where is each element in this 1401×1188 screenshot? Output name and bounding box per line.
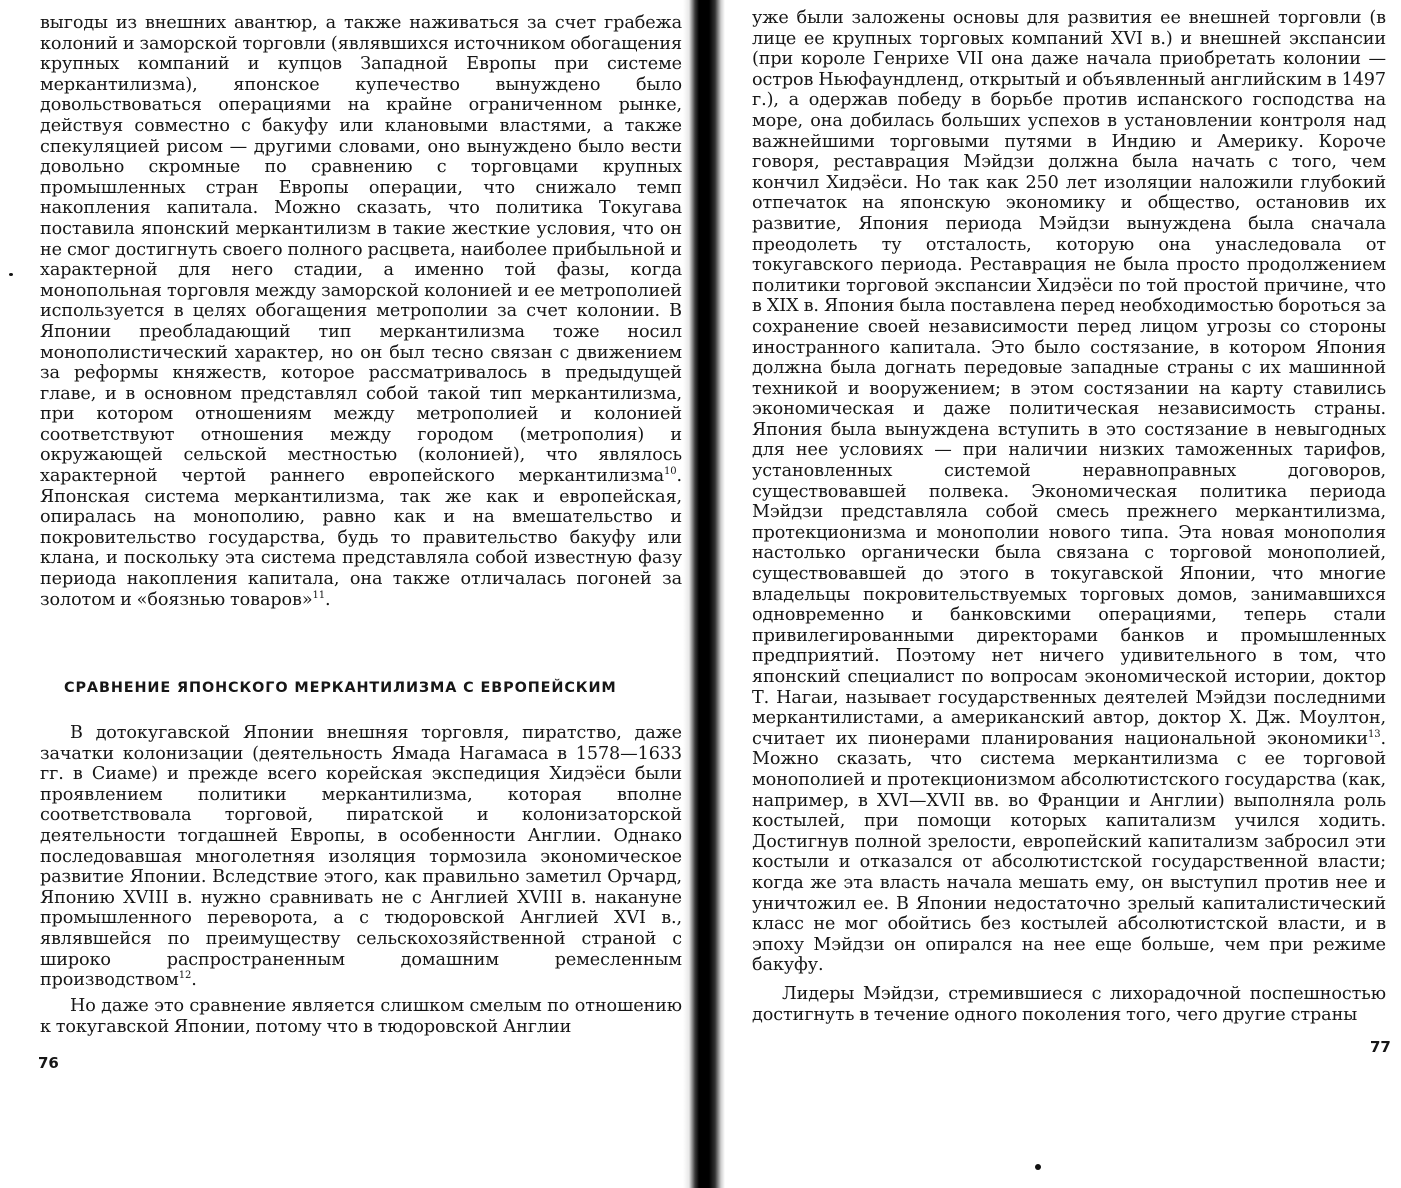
footnote-ref-13: 13	[1367, 728, 1381, 740]
page-number-left: 76	[38, 1054, 59, 1072]
left-paragraph-3: Но даже это сравнение является слишком смелым по отношению к токугавской Японии, потому что в тюдоровской Англии	[40, 996, 682, 1037]
left-paragraph-2	[40, 723, 682, 991]
right-paragraph-1-text: уже были заложены основы для развития ее внешней торговли (в лице ее крупных торговых компаний XVI в.) и внешней экспансии (при короле Генрихе VII она даже начала приобретать колонии — остров Ньюфаундленд, открытый и объявленный английским в 1497 г.), а одержав победу в борьбе против испанского господства на море, она добилась больших успехов в установлении контроля над важнейшими торговыми путями в Индию и Америку. Короче говоря, реставрация Мэйдзи должна была начать с того, чем кончил Хидэёси. Но так как 250 лет изоляции наложили глубокий отпечаток на японскую экономику и общество, остановив их развитие, Япония периода Мэйдзи вынуждена была сначала преодолеть ту отсталость, которую она унаследовала от токугавского периода. Реставрация не была просто продолжением политики торговой экспансии Хидэёси по той простой причине, что в XIX в. Япония была поставлена перед необходимостью бороться за сохранение своей независимости перед лицом угрозы со стороны иностранного капитала. Это было состязание, в котором Япония должна была догнать передовые западные страны с их машинной техникой и вооружением; в этом состязании на карту ставились экономическая и даже политическая независимость страны. Япония была вынуждена вступить в это состязание в невыгодных для нее условиях — при наличии низких таможенных тарифов, установленных системой неравноправных договоров, существовавшей полвека. Экономическая политика периода Мэйдзи представляла собой смесь прежнего меркантилизма, протекционизма и монополии нового типа. Эта новая монополия настолько органически была связана с торговой монополией, существовавшей до этого в токугавской Японии, что многие владельцы покровительствуемых торговых домов, занимавшихся одновременно и банковскими операциями, теперь стали привилегированными директорами банков и промышленных предприятий. Поэтому нет ничего удивительного в том, что японский специалист по вопросам экономической истории, доктор Т. Нагаи, называет государственных деятелей Мэйдзи последними меркантилистами, а американский автор, доктор Х. Дж. Моултон, считает их пионерами планирования национальной экономики	[752, 8, 1386, 749]
left-paragraph-2-text: В дотокугавской Японии внешняя торговля, пиратство, даже зачатки колонизации (деятельность Ямада Нагамаса в 1578—1633 гг. в Сиаме) и прежде всего корейская экспедиция Хидэёси были проявлением политики меркантилизма, которая вполне соответствовала торговой, пиратской и колонизаторской деятельности тогдашней Европы, в особенности Англии. Однако последовавшая многолетняя изоляция тормозила экономическое развитие Японии. Вследствие этого, как правильно заметил Орчард, Японию XVIII в. нужно сравнивать не с Англией XVIII в. накануне промышленного переворота, а с тюдоровской Англией XVI в., являвшейся по преимуществу сельскохозяйственной страной с широко распространенным домашним ремесленным производством	[40, 723, 682, 991]
section-heading: СРАВНЕНИЕ ЯПОНСКОГО МЕРКАНТИЛИЗМА С ЕВРОПЕЙСКИМ	[64, 680, 617, 696]
left-page	[0, 0, 700, 1188]
footnote-ref-10: 10	[663, 466, 677, 478]
left-paragraph-1-text: выгоды из внешних авантюр, а также наживаться за счет грабежа колоний и заморской торговли (являвшихся источником обогащения крупных компаний и купцов Западной Европы при системе меркантилизма), японское купечество вынуждено было довольствоваться операциями на крайне ограниченном рынке, действуя совместно с бакуфу или клановыми властями, а также спекуляцией рисом — другими словами, оно вынуждено было вести довольно скромные по сравнению с торговцами крупных промышленных стран Европы операции, что снижало темп накопления капитала. Можно сказать, что политика Токугава поставила японский меркантилизм в такие жесткие условия, что он не смог достигнуть своего полного расцвета, наиболее прибыльной и характерной для него стадии, а именно той фазы, когда монопольная торговля между заморской колонией и ее метрополией используется в целях обогащения метрополии за счет колонии. В Японии преобладающий тип меркантилизма тоже носил монополистический характер, но он был тесно связан с движением за реформы княжеств, которое рассматривалось в предыдущей главе, и в основном представлял собой такой тип меркантилизма, при котором отношениям между метрополией и колонией соответствуют отношения между городом (метрополия) и окружающей сельской местностью (колонией), что являлось характерной чертой раннего европейского меркантилизма	[40, 13, 682, 487]
left-paragraph-1-end: .	[325, 589, 331, 610]
left-paragraph-1	[40, 13, 682, 610]
page-number-right: 77	[1370, 1038, 1391, 1056]
right-paragraph-2: Лидеры Мэйдзи, стремившиеся с лихорадочной поспешностью достигнуть в течение одного поколения того, чего другие страны	[752, 984, 1386, 1025]
scan-speck	[1035, 1164, 1041, 1170]
right-paragraph-1-continuation: . Можно сказать, что система меркантилизма с ее торговой монополией и протекционизмом абсолютистского государства (как, например, в XVI—XVII вв. во Франции и Англии) выполняла роль костылей, при помощи которых капитализм учился ходить. Достигнув полной зрелости, европейский капитализм забросил эти костыли и отказался от абсолютистской государственной власти; когда же эта власть начала мешать ему, он выступил против нее и уничтожил ее. В Японии недостаточно зрелый капиталистический класс не мог обойтись без костылей абсолютистской власти, и в эпоху Мэйдзи он опирался на нее еще больше, чем при режиме бакуфу.	[752, 728, 1386, 976]
right-paragraph-1	[752, 8, 1386, 976]
book-gutter	[683, 0, 725, 1188]
footnote-ref-12: 12	[178, 970, 192, 982]
right-page	[720, 0, 1401, 1188]
left-paragraph-2-end: .	[191, 970, 197, 991]
scan-speck	[9, 273, 13, 276]
left-paragraph-1-continuation: . Японская система меркантилизма, так же как и европейская, опиралась на монополию, равно как и на вмешательство и покровительство государства, будь то правительство бакуфу или клана, и поскольку эта система представляла собой известную фазу периода накопления капитала, она также отличалась погоней за золотом и «боязнью товаров»	[40, 466, 682, 610]
footnote-ref-11: 11	[312, 589, 326, 601]
